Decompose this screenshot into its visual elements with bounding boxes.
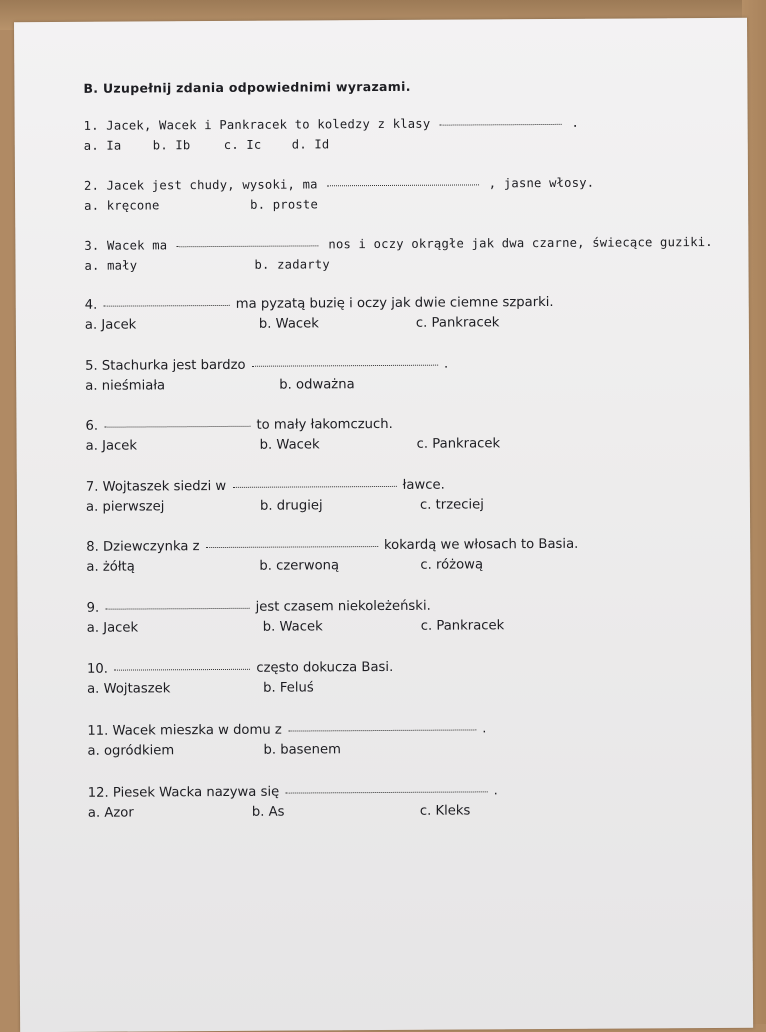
question-6 (85, 415, 501, 457)
question-2 (84, 173, 595, 216)
answer-blank[interactable] (105, 608, 249, 610)
option-a[interactable]: a. Ia (83, 138, 122, 153)
question-stem (87, 658, 393, 680)
question-9 (86, 597, 505, 639)
question-3 (84, 232, 713, 276)
stem-after-blank: nos i oczy okrągłe jak dwa czarne, świecące guziki. (328, 234, 713, 252)
option-b[interactable]: b. basenem (263, 742, 342, 758)
stem-after-blank: to mały łakomczuch. (256, 416, 393, 433)
option-a[interactable]: a. kręcone (84, 198, 160, 213)
stem-after-blank: ławce. (402, 477, 445, 493)
stem-after-blank: ma pyzatą buzię i oczy jak dwie ciemne szparki. (235, 294, 554, 312)
option-b[interactable]: b. Wacek (259, 437, 320, 453)
option-c[interactable]: c. Kleks (419, 803, 471, 819)
question-10 (87, 658, 394, 700)
option-b[interactable]: b. odważna (279, 377, 355, 393)
worksheet-content (14, 18, 753, 1032)
option-b[interactable]: b. zadarty (254, 257, 330, 272)
answer-blank[interactable] (232, 486, 396, 488)
option-b[interactable]: b. Wacek (258, 316, 319, 332)
question-1 (84, 113, 580, 156)
option-b[interactable]: b. Feluś (263, 680, 314, 696)
answer-options (88, 801, 498, 824)
option-a[interactable]: a. mały (84, 258, 138, 273)
option-a[interactable]: a. ogródkiem (87, 743, 175, 759)
answer-blank[interactable] (104, 305, 230, 307)
option-c[interactable]: c. Pankracek (420, 618, 505, 634)
question-4 (85, 293, 554, 336)
stem-after-blank: . (443, 356, 449, 372)
question-8 (86, 535, 578, 578)
question-stem (85, 415, 392, 437)
stem-before-blank: 1. Jacek, Wacek i Pankracek to koledzy z klasy (83, 116, 431, 133)
stem-before-blank: 12. Piesek Wacka nazywa się (87, 784, 280, 801)
option-b[interactable]: b. Wacek (262, 619, 323, 635)
option-a[interactable]: a. pierwszej (85, 499, 165, 515)
option-a[interactable]: a. Wojtaszek (87, 681, 171, 697)
answer-options (85, 313, 554, 336)
worksheet-paper (14, 18, 753, 1032)
option-a[interactable]: a. Jacek (86, 620, 139, 636)
question-stem (85, 355, 448, 377)
answer-blank[interactable] (177, 245, 319, 247)
option-a[interactable]: a. Jacek (85, 438, 138, 454)
stem-before-blank: 7. Wojtaszek siedzi w (85, 478, 227, 495)
option-b[interactable]: b. drugiej (259, 498, 323, 514)
answer-options (84, 193, 594, 216)
stem-before-blank: 6. (85, 418, 99, 434)
stem-before-blank: 3. Wacek ma (84, 238, 168, 253)
option-c[interactable]: c. Pankracek (416, 436, 501, 452)
question-stem (88, 781, 498, 804)
option-a[interactable]: a. Azor (87, 805, 134, 821)
answer-blank[interactable] (104, 426, 250, 428)
answer-blank[interactable] (206, 546, 378, 548)
answer-options (86, 555, 578, 578)
stem-after-blank: . (493, 783, 498, 799)
question-stem (87, 597, 431, 619)
option-a[interactable]: a. nieśmiała (85, 378, 166, 394)
answer-blank[interactable] (288, 729, 476, 731)
answer-options (84, 252, 713, 276)
question-12 (88, 781, 498, 824)
question-7 (85, 476, 484, 518)
option-b[interactable]: b. czerwoną (259, 558, 340, 574)
answer-blank[interactable] (114, 669, 250, 671)
option-a[interactable]: a. Jacek (84, 317, 137, 333)
exercise-heading: B. Uzupełnij zdania odpowiednimi wyrazami. (83, 78, 411, 96)
option-c[interactable]: c. Pankracek (415, 315, 500, 331)
stem-before-blank: 4. (84, 297, 98, 313)
stem-before-blank: 11. Wacek mieszka w domu z (87, 722, 282, 739)
answer-options (85, 435, 501, 457)
option-a[interactable]: a. żółtą (86, 559, 135, 575)
option-c[interactable]: c. Ic (223, 137, 262, 152)
stem-after-blank: często dokucza Basi. (256, 659, 394, 676)
stem-after-blank: kokardą we włosach to Basia. (383, 536, 579, 553)
option-c[interactable]: c. trzeciej (419, 497, 484, 513)
option-d[interactable]: d. Id (291, 137, 330, 152)
stem-before-blank: 9. (86, 600, 100, 616)
answer-options (86, 617, 505, 639)
answer-blank[interactable] (252, 365, 438, 367)
option-b[interactable]: b. Ib (152, 138, 191, 153)
answer-blank[interactable] (327, 184, 479, 186)
question-5 (85, 355, 448, 397)
answer-blank[interactable] (440, 124, 562, 126)
option-c[interactable]: c. różową (420, 557, 484, 573)
stem-after-blank: jest czasem niekoleżeński. (255, 598, 431, 615)
stem-after-blank: . (571, 115, 580, 130)
stem-before-blank: 8. Dziewczynka z (86, 539, 200, 555)
answer-options (87, 739, 486, 761)
answer-blank[interactable] (285, 791, 487, 793)
stem-before-blank: 5. Stachurka jest bardzo (85, 357, 246, 374)
answer-options (87, 678, 393, 700)
stem-after-blank: , jasne włosy. (488, 175, 595, 191)
question-11 (87, 719, 486, 761)
option-b[interactable]: b. proste (250, 197, 319, 212)
answer-options (84, 133, 579, 156)
stem-before-blank: 10. (86, 661, 108, 677)
answer-options (85, 496, 484, 518)
answer-options (85, 375, 448, 397)
stem-before-blank: 2. Jacek jest chudy, wysoki, ma (83, 177, 318, 193)
question-stem (87, 719, 486, 741)
question-stem (86, 476, 445, 498)
option-b[interactable]: b. As (251, 804, 285, 820)
stem-after-blank: . (482, 721, 487, 737)
